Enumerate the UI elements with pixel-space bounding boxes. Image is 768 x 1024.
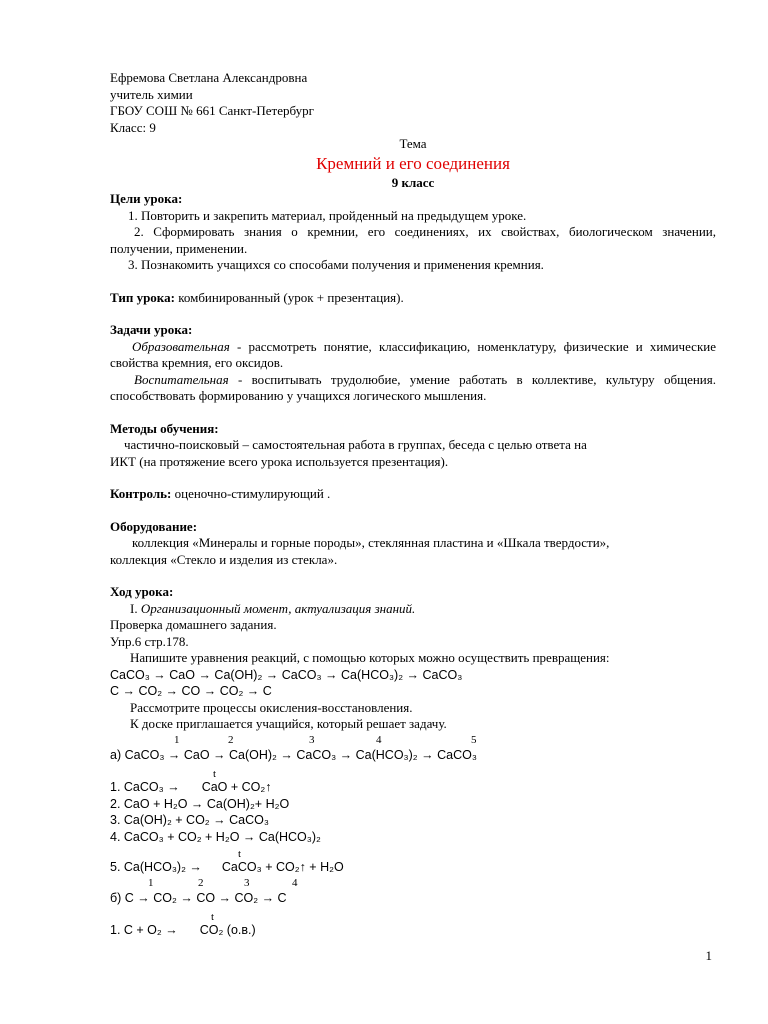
reaction-5 [110, 859, 716, 876]
step-number: 5 [471, 733, 477, 746]
author-name: Ефремова Светлана Александровна [110, 70, 308, 85]
step-number: 3 [244, 876, 250, 889]
reaction-1-right: CaO + CO₂↑ [201, 780, 272, 794]
chain-b: б) C → CO₂ → CO → CO₂ → C [110, 890, 287, 905]
reaction-1-left: 1. CaCO₃ → [110, 780, 180, 794]
lesson-title: Кремний и его соединения [316, 153, 510, 173]
stage-text: Организационный момент, актуализация знаний. [140, 600, 416, 616]
temperature-mark: t [238, 848, 242, 860]
temperature-mark: t [213, 768, 217, 780]
exercise-ref: Упр.6 стр.178. [110, 633, 189, 649]
reaction-4: 4. CaCO₃ + CO₂ + H₂O → Ca(HCO₃)₂ [110, 829, 321, 844]
goal-item-2: 2. Сформировать знания о кремнии, его соединениях, их свойствах, биологическом значении, получении, применении. [110, 224, 716, 256]
tasks-heading: Задачи урока: [110, 322, 193, 337]
redox-note: Рассмотрите процессы окисления-восстановления. [130, 699, 413, 715]
reaction-3: 3. Ca(OH)₂ + CO₂ → CaCO₃ [110, 813, 269, 827]
task-educational-label: Образовательная [132, 338, 230, 354]
reaction-5-left: 5. Ca(HCO₃)₂ → [110, 860, 202, 874]
goals-heading: Цели урока: [110, 191, 183, 206]
reaction-5-right: CaCO₃ + CO₂↑ + H₂O [221, 860, 344, 874]
instruction: Напишите уравнения реакций, с помощью которых можно осуществить превращения: [130, 650, 610, 665]
chain-2: C → CO₂ → CO → CO₂ → C [110, 684, 272, 698]
board-note: К доске приглашается учащийся, который решает задачу. [130, 716, 447, 731]
equipment-heading: Оборудование: [110, 518, 198, 534]
goal-item-3: 3. Познакомить учащихся со способами получения и применения кремния. [128, 257, 544, 272]
reaction-1 [110, 779, 716, 796]
chain-b-step-numbers [110, 876, 716, 890]
step-number: 1 [174, 733, 180, 746]
step-number: 1 [148, 876, 154, 889]
reaction-2: 2. CaO + H₂O → Ca(OH)₂+ H₂O [110, 796, 290, 811]
lesson-type-label: Тип урока: [110, 289, 175, 305]
equipment-line-2: коллекция «Стекло и изделия из стекла». [110, 551, 338, 567]
methods-line-2: ИКТ (на протяжение всего урока используется презентация). [110, 453, 449, 469]
step-number: 4 [292, 876, 298, 889]
step-number: 3 [309, 733, 315, 746]
stage-1 [110, 601, 716, 618]
topic-label: Тема [399, 136, 427, 151]
step-number: 2 [228, 733, 234, 746]
lesson-type-value: комбинированный (урок + презентация). [174, 289, 404, 305]
equipment-line-1: коллекция «Минералы и горные породы», стеклянная пластина и «Шкала твердости», [132, 535, 610, 550]
reaction-b-1-left: 1. C + O₂ → [110, 923, 178, 937]
task-upbringing [110, 372, 716, 405]
stage-number: I. [130, 600, 141, 616]
chain-a-step-numbers [110, 733, 716, 747]
author-position: учитель химии [110, 86, 193, 102]
task-upbringing-text: - воспитывать трудолюбие, умение работать в коллективе, культуру общения. способствовать формированию у учащихся логического мышления. [110, 371, 716, 403]
task-educational-text: - рассмотреть понятие, классификацию, номенклатуру, физические и химические свойства кремния, его оксидов. [110, 338, 716, 370]
goal-item-1: 1. Повторить и закрепить материал, пройденный на предыдущем уроке. [128, 207, 527, 223]
reaction-b-1-right: CO₂ (о.в.) [199, 923, 256, 937]
control-label: Контроль: [110, 486, 172, 501]
chain-a: а) CaCO₃ → CaO → Ca(OH)₂ → CaCO₃ → Ca(HCO₃)₂ → CaCO₃ [110, 747, 477, 762]
page-number: 1 [705, 948, 712, 963]
task-educational [110, 339, 716, 372]
reaction-b-1 [110, 922, 716, 939]
temperature-mark-row [110, 849, 716, 859]
lesson-type [110, 290, 716, 307]
class-label: Класс: 9 [110, 119, 156, 135]
homework-check: Проверка домашнего задания. [110, 617, 277, 632]
process-heading: Ход урока: [110, 584, 174, 599]
step-number: 4 [376, 733, 382, 746]
temperature-mark-row [110, 912, 716, 922]
step-number: 2 [198, 876, 204, 889]
temperature-mark-row [110, 769, 716, 779]
chain-1: CaCO₃ → CaO → Ca(OH)₂ → CaCO₃ → Ca(HCO₃)₂ → CaCO₃ [110, 667, 463, 682]
control [110, 486, 716, 503]
methods-line-1: частично-поисковый – самостоятельная работа в группах, беседа с целью ответа на [124, 437, 587, 452]
school-name: ГБОУ СОШ № 661 Санкт-Петербург [110, 103, 314, 118]
methods-heading: Методы обучения: [110, 420, 219, 436]
lesson-grade: 9 класс [391, 174, 435, 190]
control-value: оценочно-стимулирующий . [171, 486, 331, 501]
task-upbringing-label: Воспитательная [134, 371, 229, 387]
temperature-mark: t [211, 911, 215, 923]
document-page [110, 70, 716, 939]
